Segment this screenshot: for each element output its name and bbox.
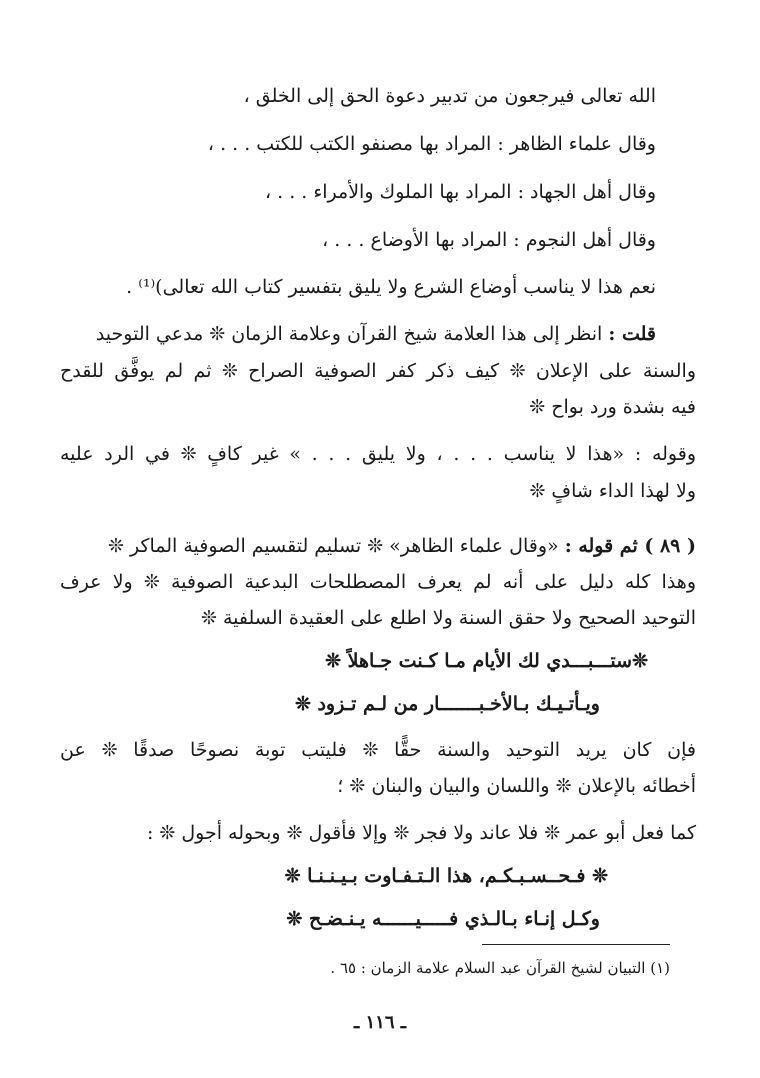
text-line: التوحيد الصحيح ولا حقق السنة ولا اطلع على العقيدة السلفية ❊ — [201, 607, 696, 629]
text-line: وهذا كله دليل على أنه لم يعرف المصطلحات البدعية الصوفية ❊ ولا عرف — [60, 571, 696, 593]
paragraph-number: ( ٨٩ ) ثم قوله : — [564, 535, 696, 557]
text-line: ولا لهذا الداء شافٍ ❊ — [529, 480, 696, 502]
paragraph-line — [60, 320, 656, 348]
poem-verse: ❊ فـحــسـبـكـم، هذا الـتـفـاوت بـيـنـنـا ❊ — [284, 865, 608, 887]
footnote-divider — [482, 944, 670, 945]
text-line: وقال علماء الظاهر : المراد بها مصنفو الكتب للكتب . . . ، — [207, 133, 656, 155]
poem-verse: ويـأتـيـك بـالأخـبـــــــار من لـم تـزود ❊ — [294, 693, 600, 715]
footnote-text: التبيان لشيخ القرآن عبد السلام علامة الزمان : ٦٥ . — [330, 959, 646, 977]
text-line: وقال أهل الجهاد : المراد بها الملوك والأمراء . . . ، — [264, 181, 656, 203]
text-line: والسنة على الإعلان ❊ كيف ذكر كفر الصوفية الصراح ❊ ثم لم يوفَّق للقدح — [60, 360, 696, 382]
text-line: كما فعل أبو عمر ❊ فلا عاند ولا فجر ❊ وإلا فأقول ❊ وبحوله أجول ❊ : — [146, 822, 696, 844]
text-line: فيه بشدة ورد بواح ❊ — [529, 396, 696, 418]
poem-verse: وكـل إنـاء بـالـذي فـــــيــــــه يـنـضـح ❊ — [286, 908, 600, 930]
poem-verse: ❊ستـــبـــدي لك الأيام مـا كـنت جـاهلاً ❊ — [325, 650, 648, 672]
footnote — [330, 957, 670, 979]
paragraph-label: قلت : — [608, 323, 656, 345]
paragraph-text: انظر إلى هذا العلامة شيخ القرآن وعلامة الزمان ❊ مدعي التوحيد — [95, 323, 603, 345]
text-line: أخطائه بالإعلان ❊ واللسان والبيان والبنان ❊ ؛ — [337, 775, 696, 797]
paragraph-text: «وقال علماء الظاهر» ❊ تسليم لتقسيم الصوفية الماكر ❊ — [108, 535, 559, 557]
text-line: فإن كان يريد التوحيد والسنة حقًّا ❊ فليتب توبة نصوحًا صدقًا ❊ عن — [60, 739, 696, 761]
text-line: وقال أهل النجوم : المراد بها الأوضاع . . . ، — [322, 229, 656, 251]
text-line: وقوله : «هذا لا يناسب . . . ، ولا يليق . . . » غير كافٍ ❊ في الرد عليه — [60, 443, 696, 465]
text-line: الله تعالى فيرجعون من تدبير دعوة الحق إلى الخلق ، — [243, 85, 656, 107]
page-number: ـ ١١٦ ـ — [353, 1012, 407, 1033]
footnote-marker: (١) — [650, 959, 670, 977]
text-line: نعم هذا لا يناسب أوضاع الشرع ولا يليق بتفسير كتاب الله تعالى)⁽¹⁾ . — [126, 276, 656, 298]
paragraph-line — [60, 532, 696, 560]
